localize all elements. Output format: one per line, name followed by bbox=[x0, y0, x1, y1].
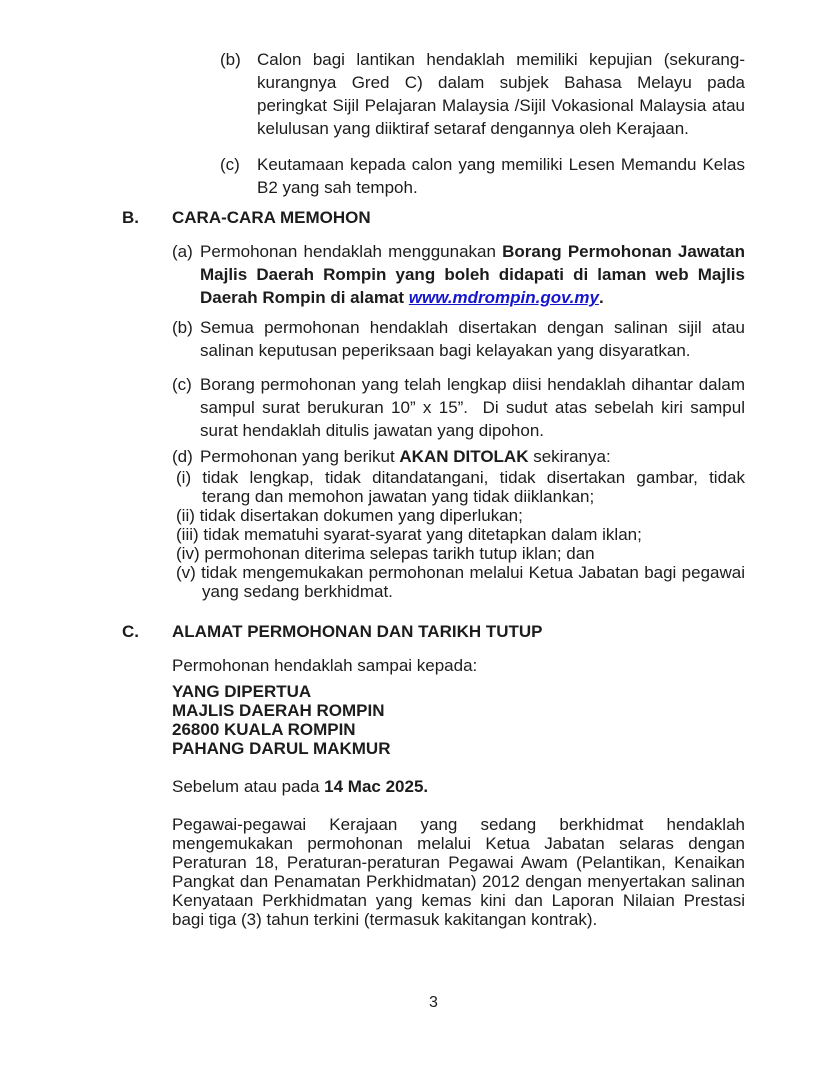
list-marker: (c) bbox=[220, 155, 240, 174]
list-marker: (d) bbox=[172, 447, 193, 466]
application-steps-list bbox=[172, 240, 745, 468]
list-marker: (v) bbox=[176, 563, 196, 582]
list-marker: (i) bbox=[176, 468, 192, 487]
list-item-text bbox=[200, 445, 745, 468]
rejection-item-i bbox=[176, 468, 745, 506]
rejection-item-iv bbox=[176, 544, 745, 563]
text-segment: Permohonan yang berikut bbox=[200, 447, 400, 466]
address-line: 26800 KUALA ROMPIN bbox=[172, 720, 356, 739]
text-segment: Borang Permohonan Jawatan Majlis Daerah Rompin yang boleh didapati di laman web Majlis Daerah Rompin di alamat bbox=[200, 242, 745, 307]
list-item-text bbox=[200, 240, 745, 309]
deadline-line bbox=[172, 775, 745, 798]
list-item-text: Keutamaan kepada calon yang memiliki Lesen Memandu Kelas B2 yang sah tempoh. bbox=[257, 155, 745, 197]
section-c-title: ALAMAT PERMOHONAN DAN TARIKH TUTUP bbox=[172, 622, 543, 641]
address-intro: Permohonan hendaklah sampai kepada: bbox=[172, 656, 478, 675]
rejection-item-v bbox=[176, 563, 745, 601]
rejection-reasons-list bbox=[176, 468, 745, 601]
list-marker: (b) bbox=[220, 50, 241, 69]
address-line: PAHANG DARUL MAKMUR bbox=[172, 739, 391, 758]
list-marker: (a) bbox=[172, 242, 193, 261]
list-item-b2 bbox=[172, 316, 745, 362]
list-marker: (iii) bbox=[176, 525, 199, 544]
list-item-text bbox=[200, 316, 745, 362]
list-item-text: permohonan diterima selepas tarikh tutup iklan; dan bbox=[204, 544, 595, 563]
closing-paragraph: Pegawai-pegawai Kerajaan yang sedang berkhidmat hendaklah mengemukakan permohonan melalui Ketua Jabatan selaras dengan Peraturan 18, Peraturan-peraturan Pegawai Awam (Pelantikan, Kenaikan Pangkat dan Penamatan Perkhidmatan) 2012 dengan menyertakan salinan Kenyataan Perkhidmatan yang kemas kini dan Laporan Nilaian Prestasi bagi tiga (3) tahun terkini (termasuk kakitangan kontrak). bbox=[172, 815, 745, 929]
list-item-a bbox=[172, 240, 745, 309]
text-segment: Semua permohonan hendaklah disertakan dengan salinan sijil atau salinan keputusan peperiksaan bagi kelayakan yang disyaratkan. bbox=[200, 318, 745, 360]
list-marker: (ii) bbox=[176, 506, 195, 525]
list-item-text: tidak mengemukakan permohonan melalui Ketua Jabatan bagi pegawai yang sedang berkhidmat. bbox=[201, 563, 745, 601]
address-line: YANG DIPERTUA bbox=[172, 682, 312, 701]
text-segment: Permohonan hendaklah menggunakan bbox=[200, 242, 503, 261]
text-segment: . bbox=[598, 288, 604, 307]
section-b-title: CARA-CARA MEMOHON bbox=[172, 208, 371, 227]
text-segment: Borang permohonan yang telah lengkap diisi hendaklah dihantar dalam sampul surat berukuran 10” x 15”. Di sudut atas sebelah kiri sampul surat hendaklah ditulis jawatan yang dipohon. bbox=[200, 375, 745, 440]
section-b-letter: B. bbox=[122, 208, 139, 227]
list-item-text: tidak disertakan dokumen yang diperlukan; bbox=[199, 506, 523, 525]
list-item-text: Calon bagi lantikan hendaklah memiliki kepujian (sekurang-kurangnya Gred C) dalam subjek Bahasa Melayu pada peringkat Sijil Pelajaran Malaysia /Sijil Vokasional Malaysia atau kelulusan yang diiktiraf setaraf dengannya oleh Kerajaan. bbox=[257, 50, 745, 138]
website-link[interactable]: www.mdrompin.gov.my bbox=[408, 288, 599, 307]
list-marker: (c) bbox=[172, 375, 192, 394]
section-b-heading bbox=[122, 206, 745, 229]
text-segment: AKAN DITOLAK bbox=[399, 447, 529, 466]
list-item-text: tidak mematuhi syarat-syarat yang ditetapkan dalam iklan; bbox=[203, 525, 642, 544]
rejection-item-ii bbox=[176, 506, 745, 525]
rejection-item-iii bbox=[176, 525, 745, 544]
list-item-text: tidak lengkap, tidak ditandatangani, tidak disertakan gambar, tidak terang dan memohon jawatan yang tidak diiklankan; bbox=[202, 468, 745, 506]
section-c-letter: C. bbox=[122, 622, 139, 641]
mailing-address bbox=[172, 682, 745, 758]
text-segment: sekiranya: bbox=[528, 447, 611, 466]
list-marker: (b) bbox=[172, 318, 193, 337]
text-segment: 14 Mac 2025. bbox=[324, 777, 429, 796]
list-marker: (iv) bbox=[176, 544, 200, 563]
text-segment: Sebelum atau pada bbox=[172, 777, 325, 796]
list-item-b bbox=[220, 48, 745, 140]
qualification-list bbox=[220, 48, 745, 199]
list-item-c bbox=[220, 153, 745, 199]
list-item-text bbox=[200, 373, 745, 442]
section-c-heading bbox=[122, 620, 745, 643]
list-item-d bbox=[172, 445, 745, 468]
address-line: MAJLIS DAERAH ROMPIN bbox=[172, 701, 385, 720]
page-number: 3 bbox=[429, 994, 438, 1011]
list-item-c2 bbox=[172, 373, 745, 442]
